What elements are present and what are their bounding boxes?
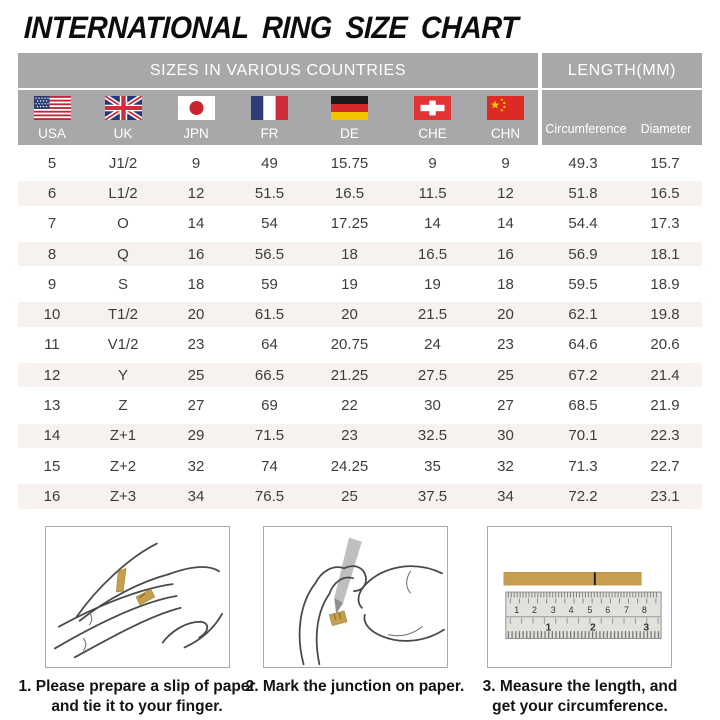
length-subheaders [542, 90, 702, 145]
table-cell: 68.5 [568, 397, 598, 415]
table-cell: 30 [497, 427, 514, 445]
table-cell: J1/2 [108, 154, 138, 172]
table-cell: 22.7 [650, 457, 680, 475]
step2-caption: 2. Mark the junction on paper. [245, 678, 465, 695]
table-cell: O [117, 215, 129, 233]
column-label-jpn: JPN [183, 126, 209, 141]
step3-caption: 3. Measure the length, and get your circumference. [482, 678, 678, 716]
table-cell: 18.9 [650, 275, 680, 293]
step2-illustration-panel [263, 526, 448, 668]
germany-flag-icon [331, 96, 368, 120]
japan-flag-icon [178, 96, 215, 120]
table-cell: 10 [43, 306, 61, 324]
table-cell: 21.5 [417, 306, 448, 324]
table-cell: 14 [497, 215, 514, 233]
table-cell: 49 [261, 154, 278, 172]
table-cell: Y [117, 366, 128, 384]
table-cell: 23.1 [650, 487, 680, 505]
table-cell: 19 [341, 275, 358, 293]
step1-caption: 1. Please prepare a slip of paper and tie it to your finger. [18, 678, 256, 716]
switzerland-flag-icon [414, 96, 451, 120]
table-cell: 24.25 [330, 457, 369, 475]
junction-mark [594, 572, 596, 585]
table-cell: 25 [187, 366, 205, 384]
table-cell: 25 [341, 487, 358, 505]
table-cell: 59 [261, 275, 278, 293]
column-label-fr: FR [260, 126, 279, 141]
table-cell: 20.6 [650, 336, 680, 354]
table-cell: 69 [261, 397, 278, 415]
table-cell: 9 [501, 154, 510, 172]
table-cell: 22 [341, 397, 358, 415]
table-row [18, 390, 702, 420]
column-label-usa: USA [38, 126, 66, 141]
column-label-uk: UK [113, 126, 133, 141]
group-header-length: LENGTH(MM) [542, 53, 702, 88]
svg-text:2: 2 [589, 622, 596, 634]
uk-flag-icon [105, 96, 142, 120]
table-cell: 54 [261, 215, 278, 233]
table-cell: 14 [424, 215, 441, 233]
table-cell: 72.2 [568, 487, 598, 505]
table-cell: Z+2 [109, 457, 137, 475]
svg-text:5: 5 [587, 604, 593, 615]
france-flag-icon [251, 96, 288, 120]
column-jpn [160, 90, 232, 145]
svg-text:4: 4 [568, 604, 574, 615]
svg-text:8: 8 [641, 604, 647, 615]
table-cell: 27 [187, 397, 205, 415]
usa-flag-icon [34, 96, 71, 120]
table-cell: 21.25 [330, 366, 369, 384]
table-cell: 23 [187, 336, 205, 354]
table-cell: 30 [424, 397, 441, 415]
table-cell: 5 [47, 154, 57, 172]
table-cell: 18 [497, 275, 514, 293]
table-cell: 35 [424, 457, 441, 475]
table-cell: 56.9 [568, 245, 598, 263]
table-cell: 12 [187, 184, 205, 202]
table-row [18, 451, 702, 481]
table-cell: 12 [497, 184, 514, 202]
table-header [18, 53, 702, 145]
china-flag-icon [487, 96, 524, 120]
table-cell: 20.75 [330, 336, 369, 354]
table-cell: 23 [497, 336, 514, 354]
table-cell: S [117, 275, 128, 293]
svg-text:1: 1 [514, 604, 520, 615]
table-cell: 20 [497, 306, 514, 324]
table-cell: 17.3 [650, 215, 680, 233]
table-row [18, 421, 702, 451]
table-cell: 59.5 [568, 275, 598, 293]
table-row [18, 209, 702, 239]
flags-row [18, 90, 538, 145]
table-cell: Z+3 [109, 487, 137, 505]
table-cell: 32.5 [417, 427, 448, 445]
column-de [307, 90, 392, 145]
hand-with-paper-strip-icon [46, 527, 229, 667]
table-cell: 27 [497, 397, 514, 415]
table-cell: 20 [341, 306, 358, 324]
table-cell: 21.4 [650, 366, 680, 384]
step3-illustration-panel [487, 526, 672, 668]
table-row [18, 269, 702, 299]
group-header-sizes: SIZES IN VARIOUS COUNTRIES [18, 53, 538, 88]
table-cell: 11.5 [418, 184, 447, 202]
table-cell: 21.9 [650, 397, 680, 415]
paper-strip [504, 572, 641, 585]
table-cell: 74 [261, 457, 278, 475]
table-cell: 18 [187, 275, 205, 293]
table-row [18, 481, 702, 511]
table-cell: 32 [187, 457, 205, 475]
column-chn [473, 90, 538, 145]
table-cell: 51.8 [568, 184, 598, 202]
table-cell: T1/2 [107, 306, 138, 324]
table-cell: 24 [424, 336, 441, 354]
table-row [18, 360, 702, 390]
table-cell: 19.8 [650, 306, 680, 324]
svg-text:3: 3 [643, 622, 650, 634]
column-label-diameter: Diameter [640, 122, 692, 136]
table-cell: Z [118, 397, 128, 415]
table-cell: 11 [44, 336, 60, 354]
table-cell: 25 [497, 366, 514, 384]
table-cell: 9 [47, 275, 57, 293]
svg-text:1: 1 [545, 622, 552, 634]
table-row [18, 148, 702, 178]
column-label-chn: CHN [490, 126, 521, 141]
table-cell: 51.5 [254, 184, 285, 202]
table-cell: 18.1 [650, 245, 680, 263]
table-cell: 76.5 [254, 487, 285, 505]
table-cell: 9 [428, 154, 437, 172]
column-uk [86, 90, 160, 145]
table-cell: 66.5 [254, 366, 285, 384]
table-cell: 49.3 [568, 154, 598, 172]
table-cell: 7 [47, 215, 57, 233]
column-che [392, 90, 473, 145]
table-cell: 14 [43, 427, 61, 445]
table-body [18, 148, 702, 512]
svg-text:3: 3 [550, 604, 556, 615]
table-cell: 67.2 [568, 366, 598, 384]
table-cell: 61.5 [254, 306, 285, 324]
table-cell: 23 [341, 427, 358, 445]
table-cell: 16.5 [417, 245, 448, 263]
table-cell: 18 [341, 245, 358, 263]
table-cell: 27.5 [417, 366, 448, 384]
table-cell: 15.7 [650, 154, 680, 172]
table-cell: 71.5 [254, 427, 285, 445]
table-cell: 15 [43, 457, 61, 475]
table-cell: 6 [47, 184, 57, 202]
table-cell: 71.3 [568, 457, 598, 475]
table-cell: 20 [187, 306, 205, 324]
table-cell: 16 [497, 245, 514, 263]
table-cell: 19 [424, 275, 441, 293]
table-cell: 32 [497, 457, 514, 475]
table-cell: 64.6 [568, 336, 598, 354]
table-cell: 13 [43, 397, 61, 415]
table-row [18, 178, 702, 208]
table-cell: 9 [191, 154, 201, 172]
table-cell: Z+1 [109, 427, 137, 445]
table-cell: 16 [43, 487, 61, 505]
svg-text:7: 7 [624, 604, 629, 615]
svg-text:6: 6 [605, 604, 611, 615]
table-cell: V1/2 [107, 336, 139, 354]
table-cell: 54.4 [568, 215, 598, 233]
table-cell: 56.5 [254, 245, 285, 263]
column-label-che: CHE [418, 126, 447, 141]
step1-illustration-panel [45, 526, 230, 668]
table-cell: 16 [187, 245, 205, 263]
table-row [18, 239, 702, 269]
table-row [18, 299, 702, 329]
table-cell: 15.75 [330, 154, 369, 172]
column-usa [18, 90, 86, 145]
table-cell: 12 [43, 366, 61, 384]
table-cell: 29 [187, 427, 205, 445]
ruler-measuring-strip-icon [488, 527, 671, 667]
table-cell: 64 [261, 336, 278, 354]
table-cell: 16.5 [650, 184, 680, 202]
column-label-circumference: Circumference [545, 122, 627, 136]
table-cell: 16.5 [334, 184, 365, 202]
page-title: INTERNATIONAL RING SIZE CHART [23, 10, 519, 45]
column-label-de: DE [340, 126, 359, 141]
table-cell: 34 [497, 487, 514, 505]
table-cell: 70.1 [568, 427, 598, 445]
table-cell: L1/2 [108, 184, 138, 202]
table-cell: 22.3 [650, 427, 680, 445]
column-fr [232, 90, 307, 145]
table-cell: 34 [187, 487, 205, 505]
table-cell: 14 [187, 215, 205, 233]
table-cell: 17.25 [330, 215, 369, 233]
table-cell: 37.5 [417, 487, 448, 505]
mark-junction-with-pen-icon [264, 527, 447, 667]
table-cell: 8 [47, 245, 57, 263]
svg-text:2: 2 [532, 604, 537, 615]
table-row [18, 330, 702, 360]
table-cell: Q [117, 245, 129, 263]
table-cell: 62.1 [568, 306, 598, 324]
